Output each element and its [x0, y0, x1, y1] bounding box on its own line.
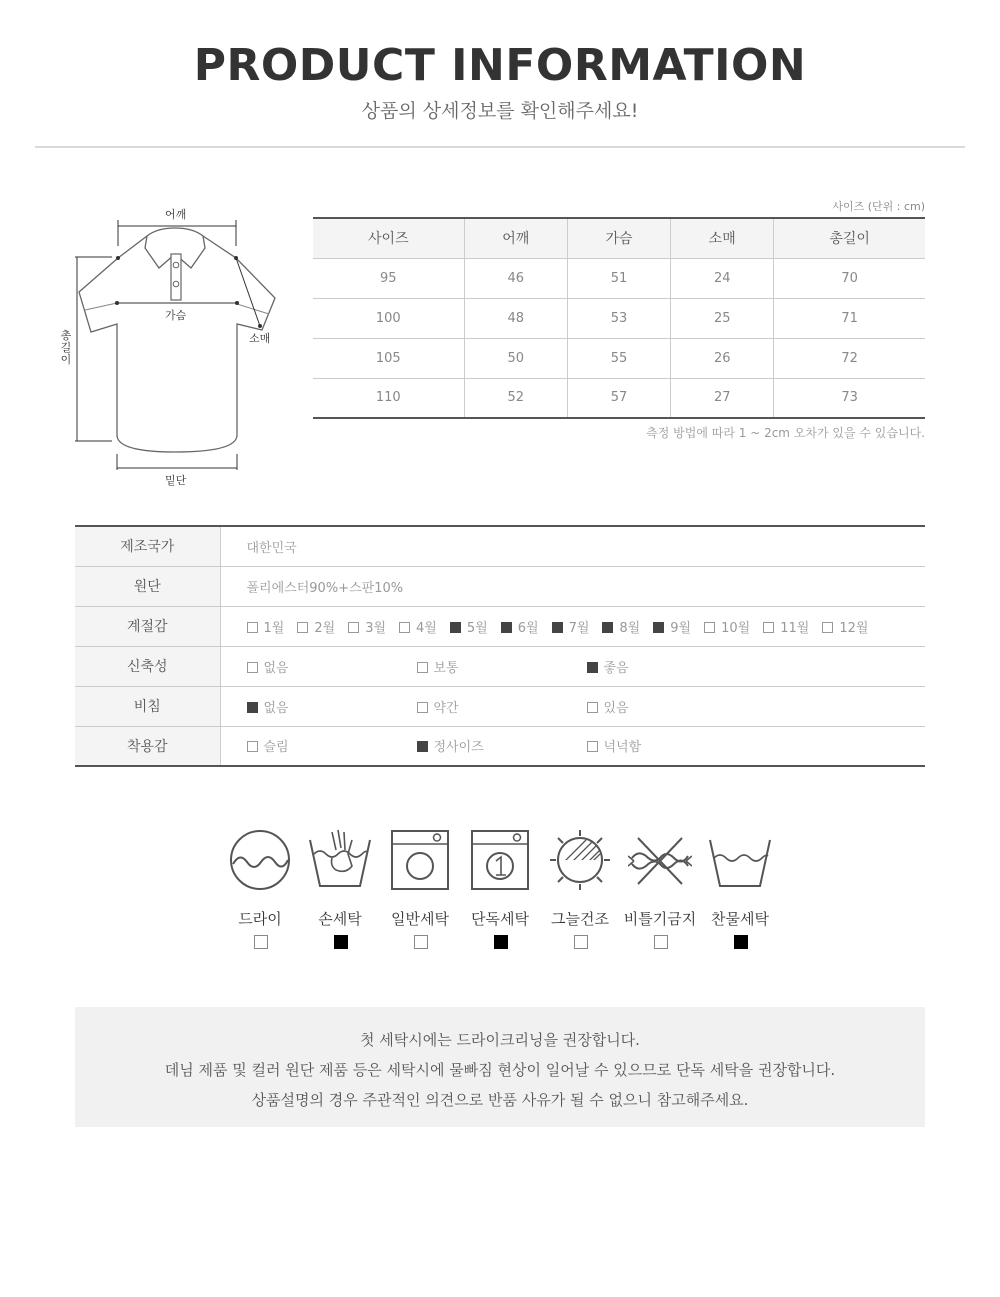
option-item [602, 617, 640, 636]
laundry-checkbox [254, 935, 268, 949]
label-sleeve: 소매 [249, 332, 271, 345]
option-item [587, 657, 757, 676]
option-item [417, 736, 587, 755]
option-label: 10월 [721, 620, 751, 636]
info-label: 신축성 [75, 646, 220, 686]
laundry-item [460, 822, 540, 957]
unchecked-box [587, 702, 598, 713]
option-item [763, 617, 809, 636]
option-label: 8월 [619, 620, 641, 636]
option-item [348, 617, 386, 636]
notice-line: 첫 세탁시에는 드라이크리닝을 권장합니다. [360, 1031, 640, 1049]
info-row-sheer [75, 686, 925, 726]
option-item [247, 617, 285, 636]
size-table [313, 217, 925, 419]
laundry-label: 단독세탁 [471, 910, 529, 928]
dry-clean-icon [228, 828, 292, 892]
option-label: 5월 [466, 620, 488, 636]
option-label: 넉넉함 [603, 740, 642, 756]
fit-options [220, 726, 925, 766]
size-header-cell: 총길이 [774, 218, 925, 258]
option-item [501, 617, 539, 636]
laundry-label: 손세탁 [318, 910, 362, 928]
checked-box [602, 622, 613, 633]
unchecked-box [247, 741, 258, 752]
option-item [822, 617, 868, 636]
unchecked-box [822, 622, 833, 633]
info-label: 원단 [75, 566, 220, 606]
info-label: 계절감 [75, 606, 220, 646]
size-cell: 71 [774, 298, 925, 338]
option-label: 12월 [839, 620, 869, 636]
size-cell: 95 [313, 258, 464, 298]
table-row [313, 338, 925, 378]
care-notice [75, 1007, 925, 1127]
checked-box [417, 741, 428, 752]
unchecked-box [417, 662, 428, 673]
machine-wash-icon [388, 828, 452, 892]
laundry-checkbox [654, 935, 668, 949]
option-label: 4월 [416, 620, 437, 636]
unchecked-box [247, 662, 258, 673]
size-cell: 55 [567, 338, 670, 378]
unchecked-box [587, 741, 598, 752]
option-item [417, 657, 587, 676]
option-item [587, 736, 757, 755]
size-cell: 70 [774, 258, 925, 298]
option-label: 11월 [780, 620, 810, 636]
option-item [247, 736, 417, 755]
option-label: 슬림 [263, 740, 289, 756]
checked-box [501, 622, 512, 633]
checked-box [653, 622, 664, 633]
season-options [220, 606, 925, 646]
laundry-item [700, 822, 780, 957]
table-row [313, 258, 925, 298]
sheer-options [220, 686, 925, 726]
size-header-cell: 가슴 [567, 218, 670, 258]
unchecked-box [348, 622, 359, 633]
table-row [313, 298, 925, 338]
laundry-label: 찬물세탁 [711, 910, 769, 928]
wash-separately-icon [468, 828, 532, 892]
page-subtitle: 상품의 상세정보를 확인해주세요! [361, 100, 639, 122]
option-item [399, 617, 437, 636]
option-label: 없음 [263, 700, 289, 716]
polo-shirt-illustration [55, 200, 295, 500]
laundry-item [220, 822, 300, 957]
option-item [247, 657, 417, 676]
option-label: 없음 [263, 660, 289, 676]
size-header-cell: 사이즈 [313, 218, 464, 258]
size-cell: 53 [567, 298, 670, 338]
size-cell: 48 [464, 298, 567, 338]
do-not-wring-icon [628, 828, 692, 892]
option-label: 6월 [517, 620, 539, 636]
option-item [297, 617, 335, 636]
notice-line: 데님 제품 및 컬러 원단 제품 등은 세탁시에 물빠짐 현상이 일어날 수 있으므로 단독 세탁을 권장합니다. [164, 1061, 836, 1079]
option-item [417, 697, 587, 716]
laundry-item [620, 822, 700, 957]
option-label: 보통 [433, 660, 459, 676]
laundry-checkbox [414, 935, 428, 949]
option-item [247, 697, 417, 716]
info-row-season [75, 606, 925, 646]
stretch-options [220, 646, 925, 686]
option-label: 약간 [433, 700, 459, 716]
page-title: PRODUCT INFORMATION [193, 40, 807, 91]
size-cell: 26 [671, 338, 774, 378]
label-length: 총길이 [60, 329, 72, 366]
size-cell: 25 [671, 298, 774, 338]
laundry-label: 그늘건조 [551, 910, 609, 928]
size-cell: 52 [464, 378, 567, 418]
laundry-checkbox [494, 935, 508, 949]
option-item [552, 617, 590, 636]
unchecked-box [417, 702, 428, 713]
info-row-country [75, 526, 925, 566]
laundry-checkbox [334, 935, 348, 949]
size-cell: 51 [567, 258, 670, 298]
header-divider [35, 146, 965, 148]
info-label: 착용감 [75, 726, 220, 766]
notice-line: 상품설명의 경우 주관적인 의견으로 반품 사유가 될 수 없으니 참고해주세요. [251, 1091, 749, 1109]
info-value: 대한민국 [220, 526, 925, 566]
size-cell: 57 [567, 378, 670, 418]
size-header-cell: 어깨 [464, 218, 567, 258]
size-footnote: 측정 방법에 따라 1 ~ 2cm 오차가 있을 수 있습니다. [646, 426, 925, 440]
size-cell: 110 [313, 378, 464, 418]
checked-box [552, 622, 563, 633]
checked-box [450, 622, 461, 633]
option-item [587, 697, 757, 716]
size-cell: 50 [464, 338, 567, 378]
cold-wash-icon [708, 828, 772, 892]
hand-wash-icon [308, 828, 372, 892]
option-label: 7월 [568, 620, 590, 636]
info-label: 비침 [75, 686, 220, 726]
checked-box [587, 662, 598, 673]
info-row-fabric [75, 566, 925, 606]
laundry-item [380, 822, 460, 957]
info-row-fit [75, 726, 925, 766]
laundry-item [540, 822, 620, 957]
unchecked-box [297, 622, 308, 633]
laundry-label: 드라이 [238, 910, 282, 928]
size-unit-note: 사이즈 (단위 : cm) [832, 200, 925, 213]
option-label: 3월 [365, 620, 387, 636]
size-cell: 105 [313, 338, 464, 378]
laundry-item [300, 822, 380, 957]
size-cell: 24 [671, 258, 774, 298]
label-shoulder: 어깨 [165, 208, 187, 221]
size-cell: 73 [841, 390, 858, 406]
size-header-cell: 소매 [671, 218, 774, 258]
size-cell: 72 [774, 338, 925, 378]
size-table-header-row [313, 218, 925, 258]
laundry-label: 일반세탁 [391, 910, 449, 928]
laundry-label: 비틀기금지 [623, 910, 697, 928]
label-chest: 가슴 [165, 309, 187, 322]
unchecked-box [399, 622, 410, 633]
option-label: 좋음 [603, 660, 629, 676]
option-item [653, 617, 691, 636]
size-cell: 100 [313, 298, 464, 338]
info-value: 폴리에스터90%+스판10% [220, 566, 925, 606]
option-label: 2월 [314, 620, 336, 636]
info-label: 제조국가 [75, 526, 220, 566]
shirt-diagram [55, 200, 295, 500]
option-label: 1월 [263, 620, 285, 636]
option-label: 정사이즈 [433, 740, 484, 756]
size-cell: 27 [671, 378, 774, 418]
label-hem: 밑단 [165, 474, 187, 487]
checked-box [247, 702, 258, 713]
table-row [313, 378, 925, 418]
size-cell: 46 [464, 258, 567, 298]
product-info-table [75, 525, 925, 767]
option-item [450, 617, 488, 636]
laundry-checkbox [734, 935, 748, 949]
shade-dry-icon [548, 828, 612, 892]
option-label: 있음 [603, 700, 629, 716]
laundry-checkbox [574, 935, 588, 949]
laundry-care-section [220, 822, 780, 962]
option-item [704, 617, 750, 636]
unchecked-box [763, 622, 774, 633]
option-label: 9월 [670, 620, 692, 636]
unchecked-box [704, 622, 715, 633]
info-row-stretch [75, 646, 925, 686]
unchecked-box [247, 622, 258, 633]
